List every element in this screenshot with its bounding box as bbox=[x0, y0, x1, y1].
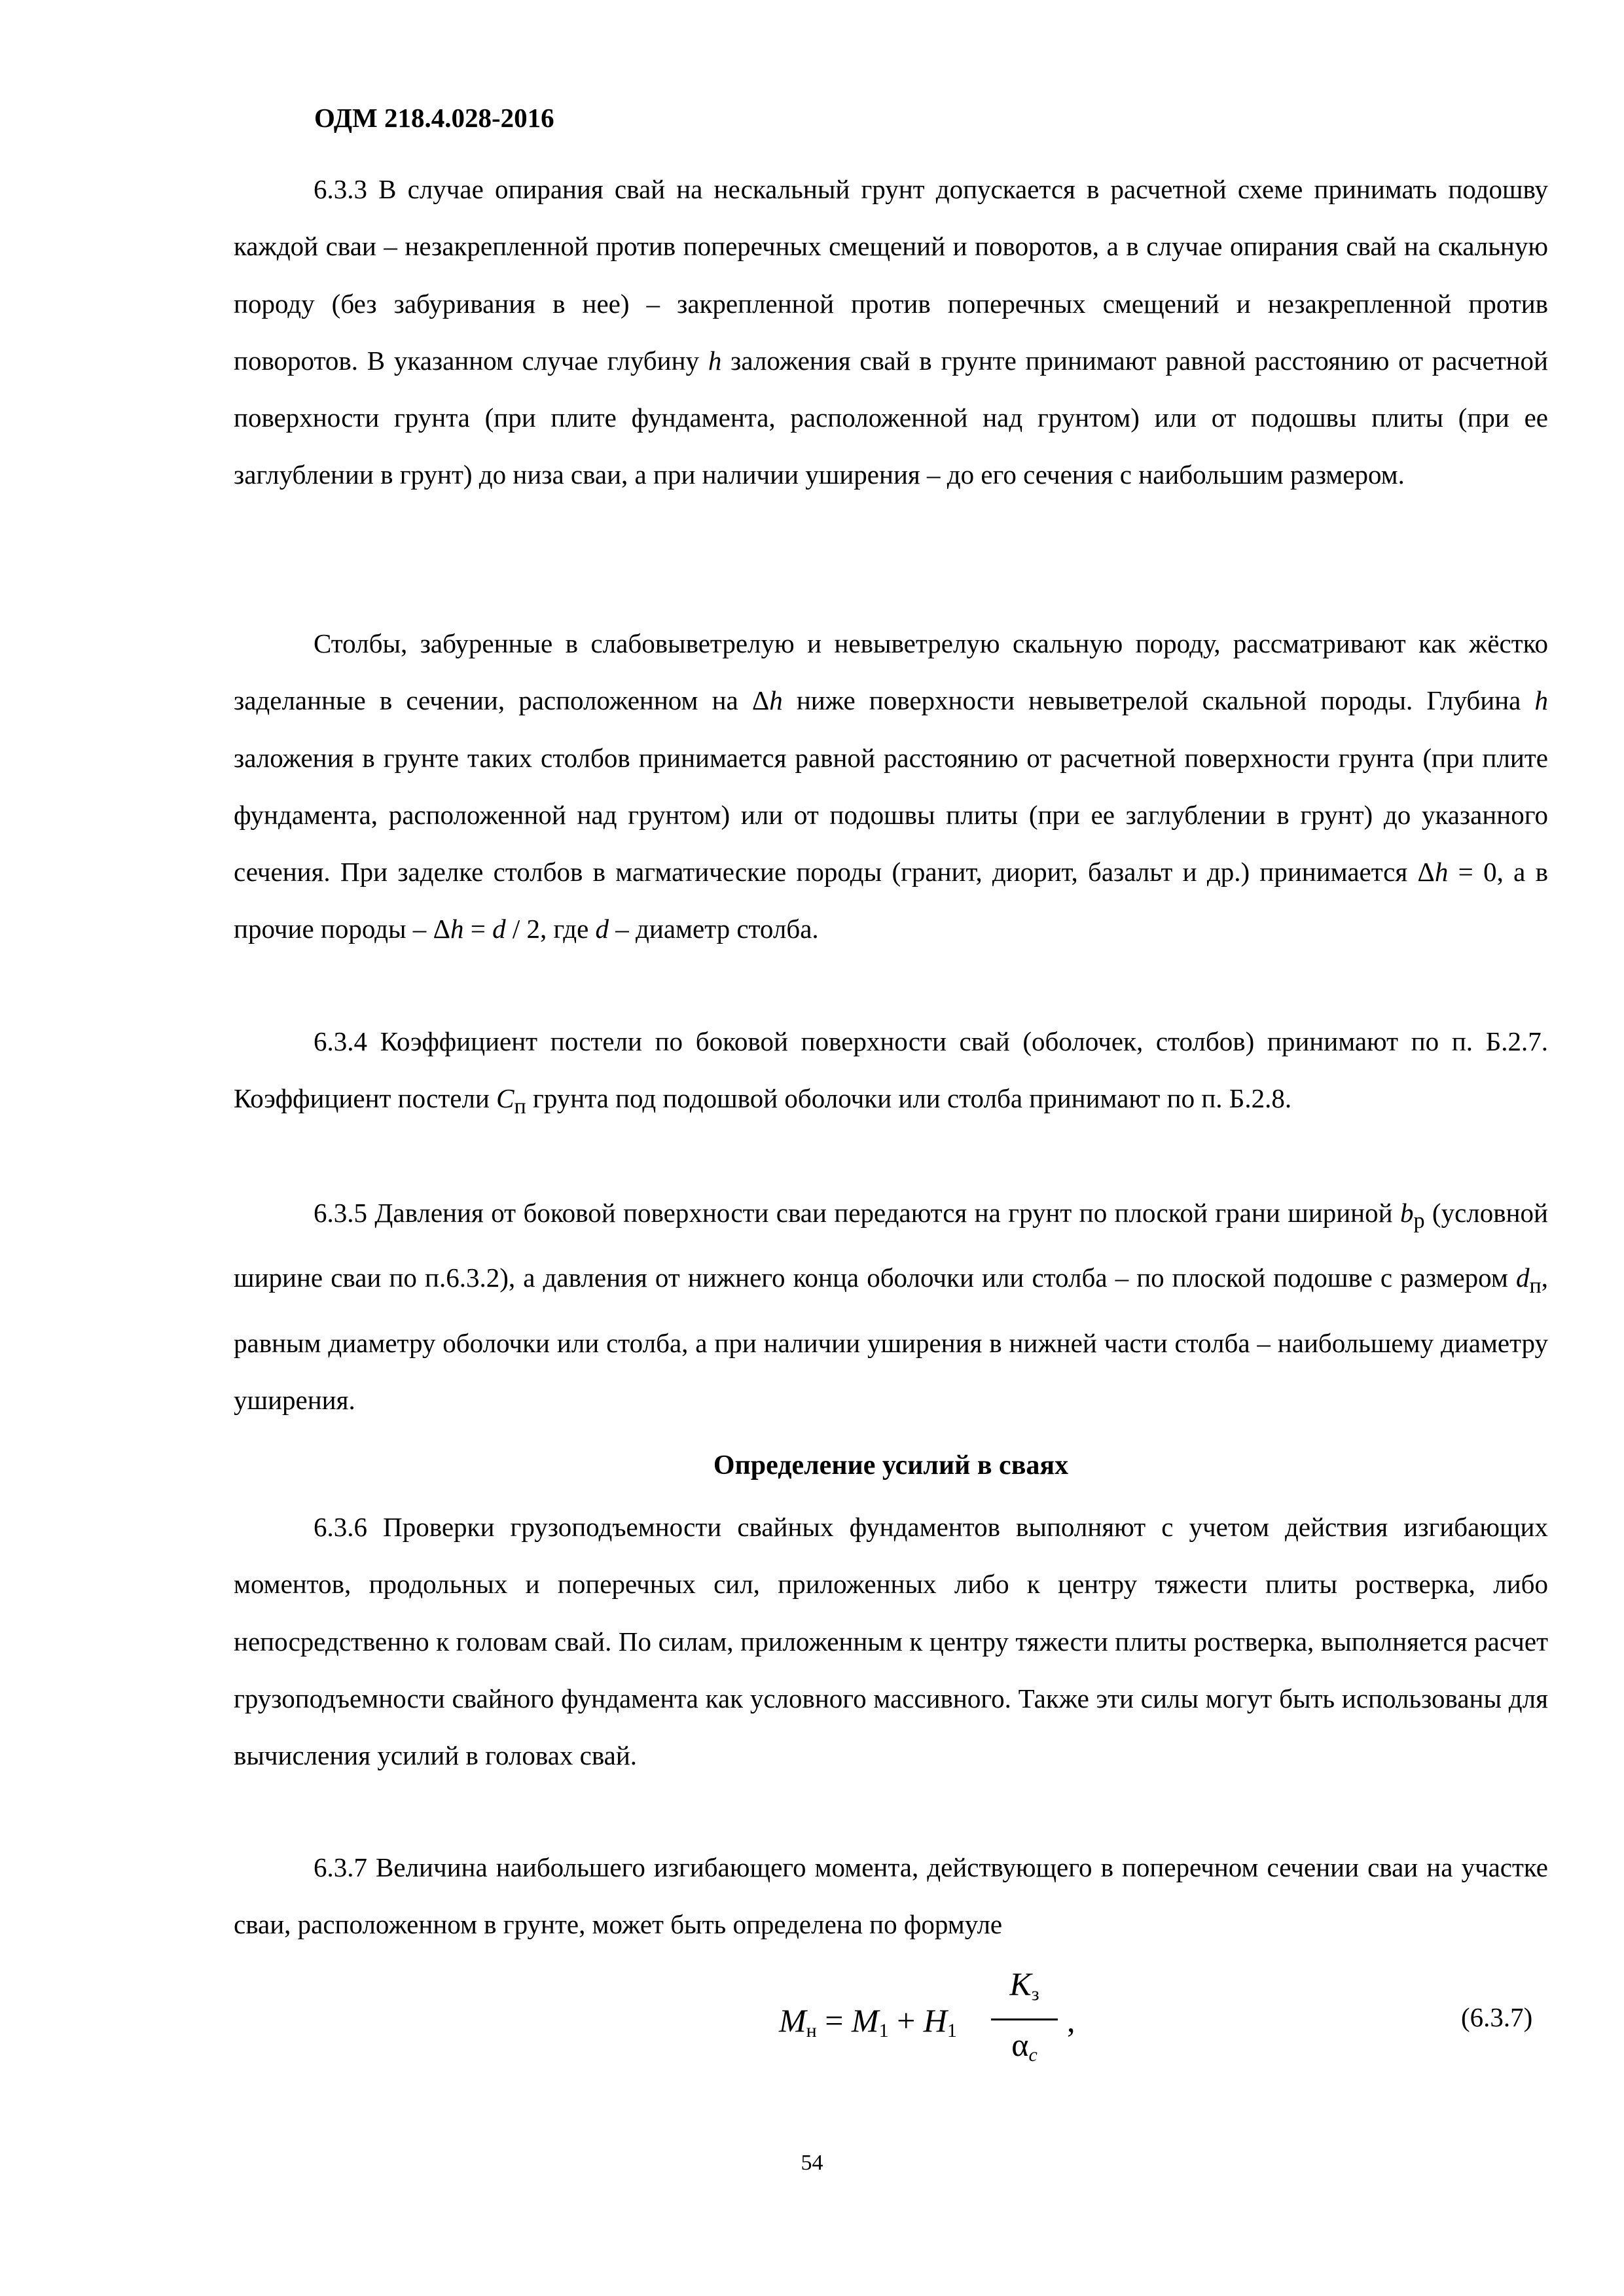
paragraph-6-3-3: 6.3.3 В случае опирания свай на нескальный грунт допускается в расчетной схеме принимать подошву каждой сваи – незакрепленной против поперечных смещений и поворотов, а в случае опирания свай на скальную породу (без забуривания в нее) – закрепленной против поперечных смещений и незакрепленной против поворотов. В указанном случае глубину h заложения свай в грунте принимают равной расстоянию от расчетной поверхности грунта (при плите фундамента, расположенной над грунтом) или от подошвы плиты (при ее заглублении в грунт) до низа сваи, а при наличии уширения – до его сечения с наибольшим размером. bbox=[234, 174, 1548, 490]
paragraph-6-3-4: 6.3.4 Коэффициент постели по боковой поверхности свай (оболочек, столбов) принимают по п. Б.2.7. Коэффициент постели $C_п$ грунта под подошвой оболочки или столба принимают по п. Б.2.8. bbox=[234, 1026, 1548, 1119]
formula-lhs: $M_н = M_1 + H_1$ bbox=[779, 2002, 957, 2041]
fraction-bar bbox=[991, 2018, 1058, 2020]
fraction-numerator: $K_з$ bbox=[1009, 1965, 1039, 2005]
paragraph-6-3-6: 6.3.6 Проверки грузоподъемности свайных фундаментов выполняют с учетом действия изгибающих моментов, продольных и поперечных сил, приложенных либо к центру тяжести плиты ростверка, либо непосредственно к головам свай. По силам, приложенным к центру тяжести плиты ростверка, выполняется расчет грузоподъемности свайного фундамента как условного массивного. Также эти силы могут быть использованы для вычисления усилий в головах свай. bbox=[234, 1512, 1548, 1771]
paragraph-columns: Столбы, забуренные в слабовыветрелую и невыветрелую скальную породу, рассматривают как жёстко заделанные в сечении, расположенном на Δh ниже поверхности невыветрелой скальной породы. Глубина h заложения в грунте таких столбов принимается равной расстоянию от расчетной поверхности грунта (при плите фундамента, расположенной над грунтом) или от подошвы плиты (при ее заглублении в грунт) до указанного сечения. При заделке столбов в магматические породы (гранит, диорит, базальт и др.) принимается Δh = 0, а в прочие породы – Δh = d / 2, где d – диаметр столба. bbox=[234, 628, 1549, 944]
equation-number: (6.3.7) bbox=[1461, 2002, 1533, 2032]
fraction-denominator: $\alpha_c$ bbox=[1011, 2026, 1038, 2066]
section-heading: Определение усилий в сваях bbox=[713, 1450, 1069, 1480]
page-number: 54 bbox=[801, 2151, 823, 2175]
formula-6-3-7 bbox=[779, 1964, 1087, 2075]
paragraph-6-3-5: 6.3.5 Давления от боковой поверхности сваи передаются на грунт по плоской грани шириной $b_р$ (условной ширине сваи по п.6.3.2), а давления от нижнего конца оболочки или столба – по плоской подошве с размером $d_п$, равным диаметру оболочки или столба, а при наличии уширения в нижней части столба – наибольшему диаметру уширения. bbox=[234, 1198, 1548, 1416]
formula-comma: , bbox=[1067, 2002, 1075, 2039]
document-code: ОДМ 218.4.028-2016 bbox=[314, 103, 554, 133]
formula-fraction bbox=[988, 1964, 1060, 2075]
var-h: h bbox=[708, 345, 722, 376]
paragraph-6-3-7: 6.3.7 Величина наибольшего изгибающего момента, действующего в поперечном сечении сваи на участке сваи, расположенном в грунте, может быть определена по формуле bbox=[234, 1852, 1548, 1940]
